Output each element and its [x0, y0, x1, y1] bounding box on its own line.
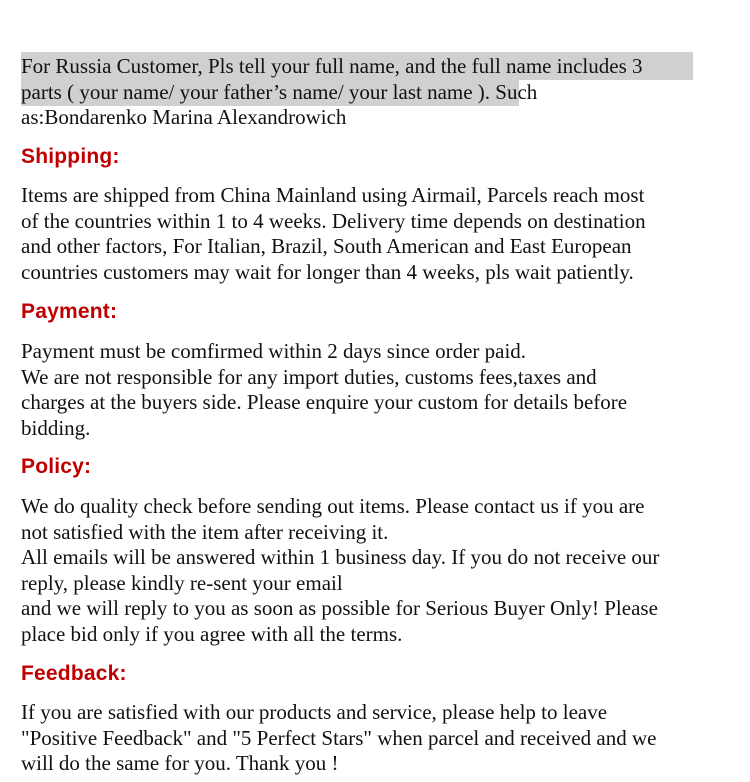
feedback-text: If you are satisfied with our products and service, please help to leave "Positive Feedback" and "5 Perfect Stars" when parcel and received and we will do the same for you. Thank you ! [21, 700, 657, 776]
shipping-heading: Shipping: [21, 145, 120, 168]
russia-customer-note: For Russia Customer, Pls tell your full name, and the full name includes 3 parts ( your name/ your father’s name/ your last name ). Such as:Bondarenko Marina Alexandrowich [21, 54, 643, 130]
payment-text: Payment must be comfirmed within 2 days since order paid. We are not responsible for any import duties, customs fees,taxes and charges at the buyers side. Please enquire your custom for details before bidding. [21, 339, 628, 440]
feedback-heading: Feedback: [21, 662, 127, 685]
payment-heading: Payment: [21, 300, 118, 323]
policy-text: We do quality check before sending out items. Please contact us if you are not satisfied with the item after receiving it. All emails will be answered within 1 business day. If you do not receive our reply, please kindly re-sent your email and we will reply to you as soon as possible for Serious Buyer Only! Please place bid only if you agree with all the terms. [21, 494, 660, 646]
shipping-text: Items are shipped from China Mainland using Airmail, Parcels reach most of the countries within 1 to 4 weeks. Delivery time depends on destination and other factors, For Italian, Brazil, South American and East European countries customers may wait for longer than 4 weeks, pls wait patiently. [21, 183, 646, 284]
policy-heading: Policy: [21, 455, 92, 478]
